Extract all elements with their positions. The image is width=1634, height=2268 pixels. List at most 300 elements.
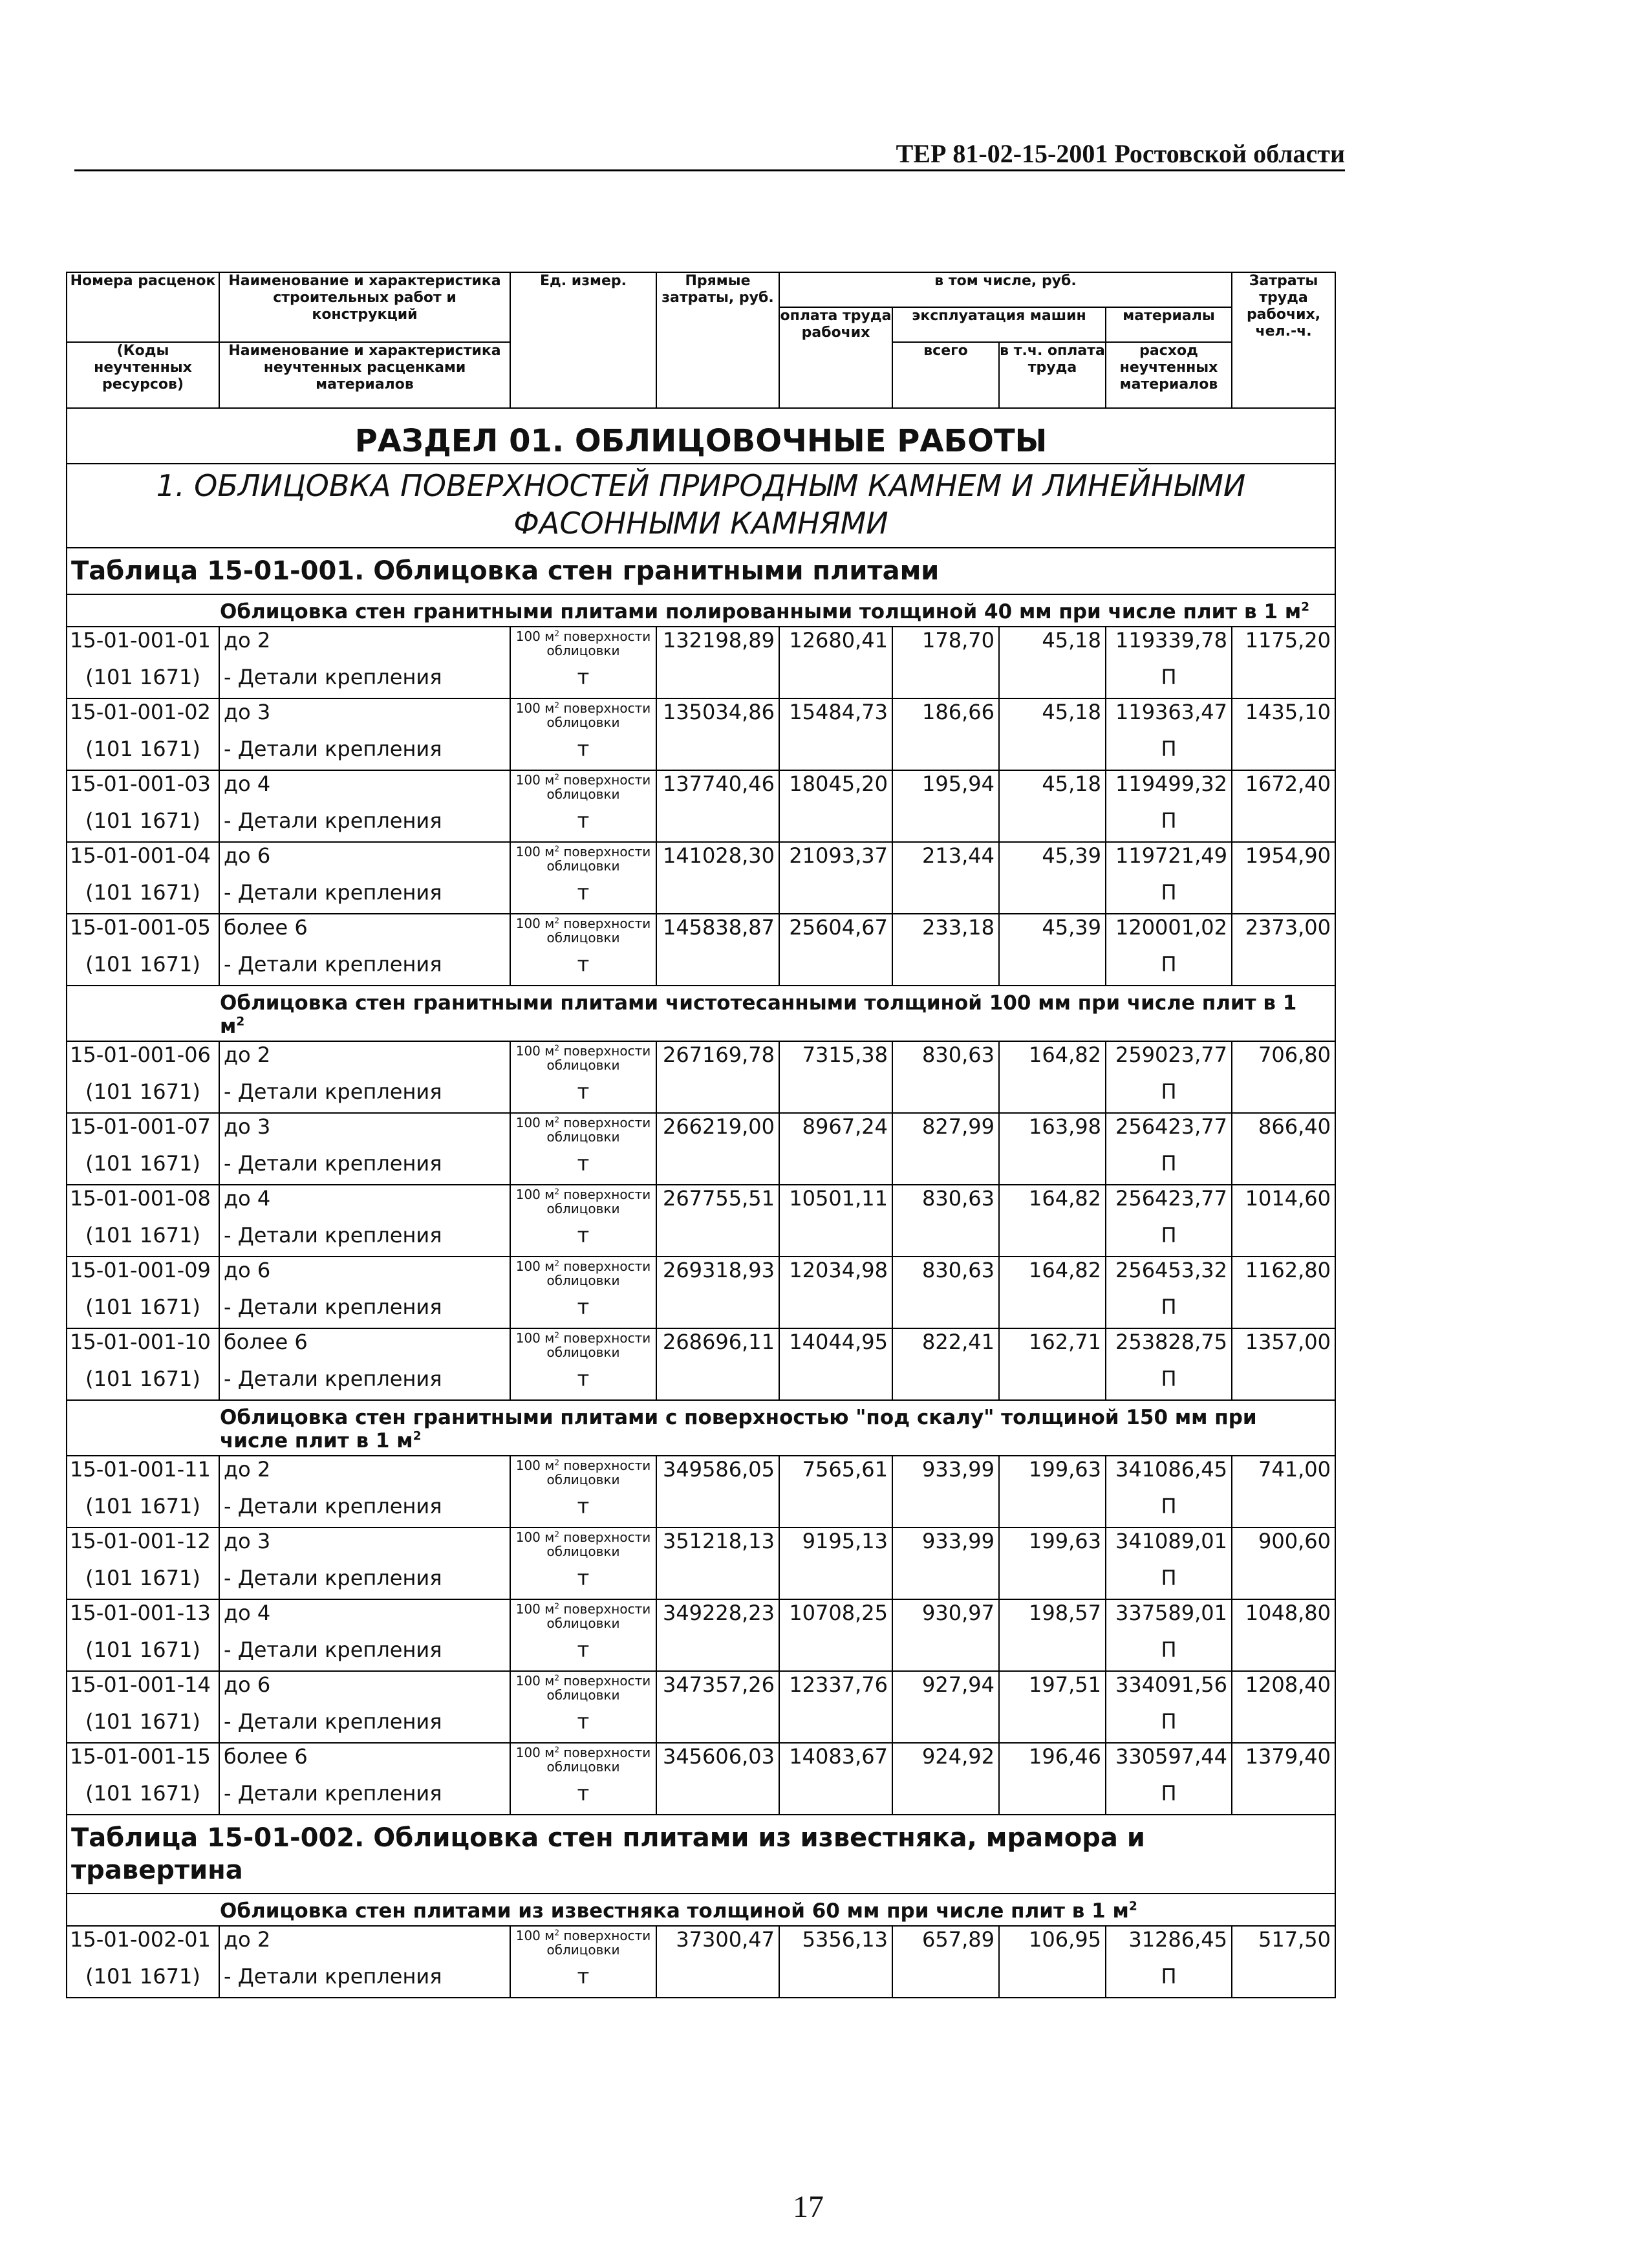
table-row <box>67 770 1335 808</box>
labor-pay: 15484,73 <box>779 698 892 736</box>
work-name: более 6 <box>219 914 510 951</box>
empty-cell <box>656 1222 779 1257</box>
empty-cell <box>999 1150 1106 1185</box>
direct-cost: 132198,89 <box>656 627 779 664</box>
empty-cell <box>999 1963 1106 1998</box>
resource-code: (101 1671) <box>67 1294 219 1328</box>
materials: 256453,32 <box>1106 1257 1232 1294</box>
resource-quantity: П <box>1106 1565 1232 1599</box>
unit: 100 $м^2$ поверхности облицовки <box>510 1926 656 1963</box>
resource-code: (101 1671) <box>67 1709 219 1743</box>
resource-code: (101 1671) <box>67 1222 219 1257</box>
resource-name: - Детали крепления <box>219 1565 510 1599</box>
resource-unit: т <box>510 1222 656 1257</box>
estimate-table-wrap <box>66 272 1335 1998</box>
unit: 100 $м^2$ поверхности облицовки <box>510 698 656 736</box>
empty-cell <box>892 1963 999 1998</box>
machines-total: 830,63 <box>892 1257 999 1294</box>
empty-cell <box>999 1493 1106 1528</box>
header-labor-hours: Затраты труда рабочих, чел.-ч. <box>1232 272 1335 408</box>
empty-cell <box>779 1709 892 1743</box>
materials: 119339,78 <box>1106 627 1232 664</box>
resource-unit: т <box>510 1294 656 1328</box>
machines-total: 830,63 <box>892 1041 999 1079</box>
labor-hours: 706,80 <box>1232 1041 1335 1079</box>
empty-cell <box>656 880 779 914</box>
labor-pay: 10501,11 <box>779 1185 892 1222</box>
estimate-table <box>66 272 1336 1998</box>
rate-code: 15-01-001-13 <box>67 1599 219 1637</box>
header-rule <box>74 169 1345 171</box>
unit: 100 $м^2$ поверхности облицовки <box>510 770 656 808</box>
work-name: до 3 <box>219 1113 510 1150</box>
resource-quantity: П <box>1106 1366 1232 1400</box>
resource-quantity: П <box>1106 1963 1232 1998</box>
resource-name: - Детали крепления <box>219 1150 510 1185</box>
empty-cell <box>1232 951 1335 986</box>
table-row <box>67 1185 1335 1222</box>
empty-cell <box>999 1079 1106 1113</box>
rate-code: 15-01-001-05 <box>67 914 219 951</box>
machines-total: 178,70 <box>892 627 999 664</box>
empty-cell <box>656 951 779 986</box>
rate-code: 15-01-001-07 <box>67 1113 219 1150</box>
labor-pay: 7565,61 <box>779 1456 892 1493</box>
direct-cost: 269318,93 <box>656 1257 779 1294</box>
direct-cost: 145838,87 <box>656 914 779 951</box>
unit: 100 $м^2$ поверхности облицовки <box>510 627 656 664</box>
machines-labor: 45,39 <box>999 842 1106 880</box>
machines-labor: 163,98 <box>999 1113 1106 1150</box>
materials: 119499,32 <box>1106 770 1232 808</box>
labor-pay: 9195,13 <box>779 1528 892 1565</box>
labor-hours: 1162,80 <box>1232 1257 1335 1294</box>
empty-cell <box>1232 1493 1335 1528</box>
labor-hours: 1208,40 <box>1232 1671 1335 1709</box>
empty-cell <box>656 1565 779 1599</box>
empty-cell <box>1232 1150 1335 1185</box>
labor-hours: 1954,90 <box>1232 842 1335 880</box>
materials: 119721,49 <box>1106 842 1232 880</box>
resource-unit: т <box>510 1565 656 1599</box>
rate-code: 15-01-001-09 <box>67 1257 219 1294</box>
empty-cell <box>892 1294 999 1328</box>
resource-code: (101 1671) <box>67 1150 219 1185</box>
labor-hours: 1379,40 <box>1232 1743 1335 1780</box>
empty-cell <box>779 1079 892 1113</box>
empty-cell <box>892 736 999 770</box>
resource-code: (101 1671) <box>67 664 219 698</box>
unit: 100 $м^2$ поверхности облицовки <box>510 1671 656 1709</box>
empty-cell <box>656 1493 779 1528</box>
table-row <box>67 1743 1335 1780</box>
resource-row <box>67 1294 1335 1328</box>
labor-pay: 21093,37 <box>779 842 892 880</box>
resource-code: (101 1671) <box>67 1963 219 1998</box>
unit: 100 $м^2$ поверхности облицовки <box>510 1257 656 1294</box>
resource-quantity: П <box>1106 1222 1232 1257</box>
labor-pay: 14083,67 <box>779 1743 892 1780</box>
direct-cost: 135034,86 <box>656 698 779 736</box>
materials: 253828,75 <box>1106 1328 1232 1366</box>
table-row <box>67 842 1335 880</box>
labor-hours: 2373,00 <box>1232 914 1335 951</box>
labor-hours: 1435,10 <box>1232 698 1335 736</box>
empty-cell <box>892 1709 999 1743</box>
work-name: до 4 <box>219 770 510 808</box>
empty-cell <box>892 1150 999 1185</box>
table-row <box>67 698 1335 736</box>
empty-cell <box>892 1565 999 1599</box>
empty-cell <box>999 1294 1106 1328</box>
empty-cell <box>892 1079 999 1113</box>
labor-pay: 12034,98 <box>779 1257 892 1294</box>
empty-cell <box>999 1366 1106 1400</box>
direct-cost: 37300,47 <box>656 1926 779 1963</box>
machines-total: 213,44 <box>892 842 999 880</box>
rate-code: 15-01-002-01 <box>67 1926 219 1963</box>
resource-code: (101 1671) <box>67 1565 219 1599</box>
machines-labor: 45,18 <box>999 698 1106 736</box>
table-row <box>67 1671 1335 1709</box>
resource-row <box>67 1637 1335 1671</box>
materials: 119363,47 <box>1106 698 1232 736</box>
unit: 100 $м^2$ поверхности облицовки <box>510 1185 656 1222</box>
direct-cost: 137740,46 <box>656 770 779 808</box>
machines-labor: 164,82 <box>999 1041 1106 1079</box>
page-number: 17 <box>793 2190 824 2224</box>
labor-pay: 8967,24 <box>779 1113 892 1150</box>
table-body <box>67 408 1335 1998</box>
header-name-bottom: Наименование и характеристика неучтенных расценками материалов <box>219 342 510 408</box>
resource-code: (101 1671) <box>67 1366 219 1400</box>
rate-code: 15-01-001-02 <box>67 698 219 736</box>
resource-row <box>67 1079 1335 1113</box>
resource-quantity: П <box>1106 951 1232 986</box>
machines-labor: 199,63 <box>999 1528 1106 1565</box>
unit: 100 $м^2$ поверхности облицовки <box>510 1456 656 1493</box>
empty-cell <box>656 1150 779 1185</box>
resource-name: - Детали крепления <box>219 808 510 842</box>
empty-cell <box>1232 1565 1335 1599</box>
empty-cell <box>892 1222 999 1257</box>
empty-cell <box>656 1366 779 1400</box>
resource-name: - Детали крепления <box>219 1637 510 1671</box>
work-name: до 6 <box>219 842 510 880</box>
resource-name: - Детали крепления <box>219 1709 510 1743</box>
header-machines: эксплуатация машин <box>892 307 1106 342</box>
resource-quantity: П <box>1106 1294 1232 1328</box>
unit: 100 $м^2$ поверхности облицовки <box>510 1599 656 1637</box>
table-row <box>67 1257 1335 1294</box>
resource-row <box>67 808 1335 842</box>
empty-cell <box>892 1637 999 1671</box>
labor-pay: 25604,67 <box>779 914 892 951</box>
empty-cell <box>779 808 892 842</box>
labor-hours: 900,60 <box>1232 1528 1335 1565</box>
machines-total: 933,99 <box>892 1528 999 1565</box>
labor-hours: 1048,80 <box>1232 1599 1335 1637</box>
rate-code: 15-01-001-04 <box>67 842 219 880</box>
empty-cell <box>779 1366 892 1400</box>
resource-name: - Детали крепления <box>219 736 510 770</box>
empty-cell <box>779 951 892 986</box>
resource-unit: т <box>510 1493 656 1528</box>
empty-cell <box>656 1294 779 1328</box>
header-code-bottom: (Коды неучтенных ресурсов) <box>67 342 219 408</box>
resource-name: - Детали крепления <box>219 1366 510 1400</box>
rate-code: 15-01-001-14 <box>67 1671 219 1709</box>
labor-hours: 1357,00 <box>1232 1328 1335 1366</box>
unit: 100 $м^2$ поверхности облицовки <box>510 1328 656 1366</box>
work-name: до 6 <box>219 1257 510 1294</box>
labor-hours: 741,00 <box>1232 1456 1335 1493</box>
empty-cell <box>999 1637 1106 1671</box>
machines-total: 927,94 <box>892 1671 999 1709</box>
empty-cell <box>779 1493 892 1528</box>
machines-total: 657,89 <box>892 1926 999 1963</box>
empty-cell <box>1232 736 1335 770</box>
resource-row <box>67 736 1335 770</box>
resource-row <box>67 1493 1335 1528</box>
empty-cell <box>1232 1709 1335 1743</box>
machines-total: 233,18 <box>892 914 999 951</box>
machines-total: 933,99 <box>892 1456 999 1493</box>
labor-pay: 10708,25 <box>779 1599 892 1637</box>
resource-code: (101 1671) <box>67 1493 219 1528</box>
empty-cell <box>1232 1222 1335 1257</box>
table-row <box>67 1113 1335 1150</box>
empty-cell <box>1232 1079 1335 1113</box>
empty-cell <box>892 664 999 698</box>
rate-code: 15-01-001-12 <box>67 1528 219 1565</box>
empty-cell <box>656 808 779 842</box>
labor-hours: 517,50 <box>1232 1926 1335 1963</box>
empty-cell <box>1232 1780 1335 1815</box>
resource-code: (101 1671) <box>67 1637 219 1671</box>
materials: 341089,01 <box>1106 1528 1232 1565</box>
empty-cell <box>779 1963 892 1998</box>
empty-cell <box>999 1709 1106 1743</box>
machines-total: 822,41 <box>892 1328 999 1366</box>
table-row <box>67 1926 1335 1963</box>
labor-hours: 1672,40 <box>1232 770 1335 808</box>
header-name-top: Наименование и характеристика строительных работ и конструкций <box>219 272 510 342</box>
unit: 100 $м^2$ поверхности облицовки <box>510 1113 656 1150</box>
empty-cell <box>656 664 779 698</box>
labor-pay: 18045,20 <box>779 770 892 808</box>
materials: 334091,56 <box>1106 1671 1232 1709</box>
work-name: до 2 <box>219 1926 510 1963</box>
machines-total: 186,66 <box>892 698 999 736</box>
work-name: до 3 <box>219 698 510 736</box>
machines-labor: 164,82 <box>999 1185 1106 1222</box>
resource-row <box>67 1366 1335 1400</box>
direct-cost: 347357,26 <box>656 1671 779 1709</box>
empty-cell <box>1232 1366 1335 1400</box>
empty-cell <box>656 1079 779 1113</box>
empty-cell <box>779 664 892 698</box>
header-machines-total: всего <box>892 342 999 408</box>
materials: 341086,45 <box>1106 1456 1232 1493</box>
empty-cell <box>779 736 892 770</box>
empty-cell <box>999 880 1106 914</box>
empty-cell <box>1232 664 1335 698</box>
table-title: Таблица 15-01-001. Облицовка стен гранитными плитами <box>67 548 1335 594</box>
table-header <box>67 272 1335 408</box>
rate-code: 15-01-001-01 <box>67 627 219 664</box>
resource-quantity: П <box>1106 1637 1232 1671</box>
table-row <box>67 1328 1335 1366</box>
unit: 100 $м^2$ поверхности облицовки <box>510 1041 656 1079</box>
resource-name: - Детали крепления <box>219 880 510 914</box>
resource-name: - Детали крепления <box>219 1079 510 1113</box>
header-unit: Ед. измер. <box>510 272 656 408</box>
empty-cell <box>779 880 892 914</box>
labor-hours: 1175,20 <box>1232 627 1335 664</box>
rate-code: 15-01-001-15 <box>67 1743 219 1780</box>
machines-total: 924,92 <box>892 1743 999 1780</box>
empty-cell <box>1232 1963 1335 1998</box>
empty-cell <box>999 1780 1106 1815</box>
empty-cell <box>999 808 1106 842</box>
machines-total: 195,94 <box>892 770 999 808</box>
work-name: до 4 <box>219 1599 510 1637</box>
direct-cost: 267755,51 <box>656 1185 779 1222</box>
materials: 120001,02 <box>1106 914 1232 951</box>
machines-labor: 164,82 <box>999 1257 1106 1294</box>
resource-name: - Детали крепления <box>219 1963 510 1998</box>
empty-cell <box>779 1637 892 1671</box>
machines-labor: 199,63 <box>999 1456 1106 1493</box>
section-title: РАЗДЕЛ 01. ОБЛИЦОВОЧНЫЕ РАБОТЫ <box>67 408 1335 464</box>
empty-cell <box>1232 1637 1335 1671</box>
header-including: в том числе, руб. <box>779 272 1232 307</box>
resource-name: - Детали крепления <box>219 1222 510 1257</box>
direct-cost: 268696,11 <box>656 1328 779 1366</box>
labor-pay: 14044,95 <box>779 1328 892 1366</box>
resource-row <box>67 1565 1335 1599</box>
empty-cell <box>999 1565 1106 1599</box>
table-row <box>67 1528 1335 1565</box>
work-name: до 3 <box>219 1528 510 1565</box>
direct-cost: 349586,05 <box>656 1456 779 1493</box>
work-name: более 6 <box>219 1743 510 1780</box>
work-name: более 6 <box>219 1328 510 1366</box>
resource-name: - Детали крепления <box>219 1493 510 1528</box>
machines-labor: 45,18 <box>999 627 1106 664</box>
direct-cost: 351218,13 <box>656 1528 779 1565</box>
labor-hours: 866,40 <box>1232 1113 1335 1150</box>
resource-quantity: П <box>1106 1780 1232 1815</box>
resource-code: (101 1671) <box>67 951 219 986</box>
resource-code: (101 1671) <box>67 880 219 914</box>
resource-unit: т <box>510 880 656 914</box>
resource-row <box>67 1150 1335 1185</box>
labor-pay: 7315,38 <box>779 1041 892 1079</box>
machines-labor: 198,57 <box>999 1599 1106 1637</box>
labor-hours: 1014,60 <box>1232 1185 1335 1222</box>
header-materials: материалы <box>1106 307 1232 342</box>
resource-unit: т <box>510 1366 656 1400</box>
resource-quantity: П <box>1106 1150 1232 1185</box>
empty-cell <box>892 808 999 842</box>
machines-total: 930,97 <box>892 1599 999 1637</box>
resource-quantity: П <box>1106 664 1232 698</box>
rate-code: 15-01-001-06 <box>67 1041 219 1079</box>
header-labor-pay: оплата труда рабочих <box>779 307 892 408</box>
empty-cell <box>1232 880 1335 914</box>
header-machines-labor: в т.ч. оплата труда <box>999 342 1106 408</box>
empty-cell <box>779 1780 892 1815</box>
resource-name: - Детали крепления <box>219 1294 510 1328</box>
empty-cell <box>779 1222 892 1257</box>
machines-total: 830,63 <box>892 1185 999 1222</box>
empty-cell <box>656 1780 779 1815</box>
resource-code: (101 1671) <box>67 736 219 770</box>
resource-quantity: П <box>1106 1493 1232 1528</box>
direct-cost: 349228,23 <box>656 1599 779 1637</box>
rate-code: 15-01-001-03 <box>67 770 219 808</box>
work-name: до 4 <box>219 1185 510 1222</box>
table-row <box>67 1456 1335 1493</box>
materials: 256423,77 <box>1106 1185 1232 1222</box>
empty-cell <box>892 951 999 986</box>
empty-cell <box>892 880 999 914</box>
resource-unit: т <box>510 664 656 698</box>
resource-row <box>67 664 1335 698</box>
resource-name: - Детали крепления <box>219 1780 510 1815</box>
table-row <box>67 1599 1335 1637</box>
resource-quantity: П <box>1106 1079 1232 1113</box>
resource-quantity: П <box>1106 736 1232 770</box>
resource-row <box>67 1222 1335 1257</box>
resource-unit: т <box>510 1637 656 1671</box>
empty-cell <box>779 1565 892 1599</box>
resource-name: - Детали крепления <box>219 664 510 698</box>
direct-cost: 266219,00 <box>656 1113 779 1150</box>
machines-labor: 106,95 <box>999 1926 1106 1963</box>
direct-cost: 267169,78 <box>656 1041 779 1079</box>
resource-unit: т <box>510 808 656 842</box>
empty-cell <box>892 1366 999 1400</box>
empty-cell <box>656 1637 779 1671</box>
resource-row <box>67 880 1335 914</box>
running-header: ТЕР 81-02-15-2001 Ростовской области <box>896 139 1345 168</box>
group-title: Облицовка стен гранитными плитами полированными толщиной 40 мм при числе плит в 1 $м^2$ <box>67 594 1335 627</box>
resource-row <box>67 1963 1335 1998</box>
materials: 31286,45 <box>1106 1926 1232 1963</box>
empty-cell <box>999 951 1106 986</box>
empty-cell <box>656 736 779 770</box>
resource-unit: т <box>510 1709 656 1743</box>
machines-labor: 197,51 <box>999 1671 1106 1709</box>
empty-cell <box>999 664 1106 698</box>
empty-cell <box>892 1780 999 1815</box>
resource-unit: т <box>510 1079 656 1113</box>
resource-unit: т <box>510 1963 656 1998</box>
resource-code: (101 1671) <box>67 1079 219 1113</box>
resource-row <box>67 951 1335 986</box>
resource-unit: т <box>510 736 656 770</box>
empty-cell <box>1232 808 1335 842</box>
table-row <box>67 627 1335 664</box>
resource-name: - Детали крепления <box>219 951 510 986</box>
unit: 100 $м^2$ поверхности облицовки <box>510 842 656 880</box>
unit: 100 $м^2$ поверхности облицовки <box>510 1528 656 1565</box>
work-name: до 6 <box>219 1671 510 1709</box>
table-row <box>67 914 1335 951</box>
